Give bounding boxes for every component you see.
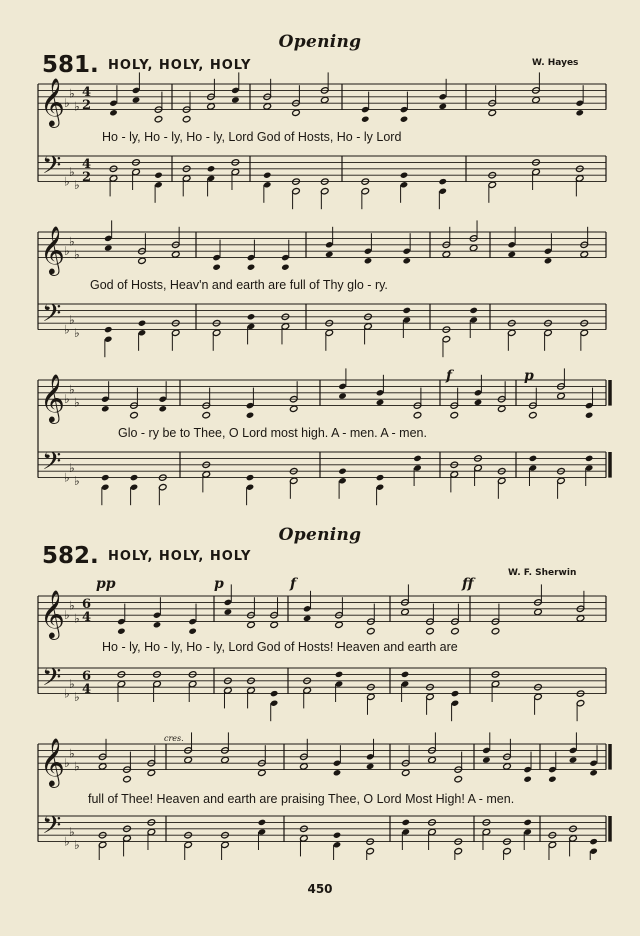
svg-text:6: 6 — [82, 597, 92, 612]
cres-marking-582: cres. — [164, 734, 184, 743]
svg-text:♭: ♭ — [74, 247, 80, 262]
composer-582: W. F. Sherwin — [508, 568, 577, 578]
svg-text:♭: ♭ — [69, 234, 75, 249]
music-notation-582 — [0, 520, 640, 860]
svg-text:4: 4 — [82, 682, 92, 697]
dynamic-f-582: f — [290, 576, 297, 592]
svg-text:♭: ♭ — [64, 470, 70, 485]
dynamic-pp-582: pp — [96, 576, 116, 592]
svg-text:4: 4 — [82, 157, 92, 172]
svg-text:♭: ♭ — [64, 244, 70, 259]
svg-text:𝄢: 𝄢 — [42, 151, 62, 186]
svg-text:♭: ♭ — [64, 96, 70, 111]
svg-text:♭: ♭ — [74, 689, 80, 704]
svg-text:♭: ♭ — [64, 392, 70, 407]
svg-text:♭: ♭ — [69, 825, 75, 839]
svg-text:♭: ♭ — [69, 313, 75, 327]
svg-text:𝄢: 𝄢 — [42, 447, 62, 482]
svg-text:2: 2 — [82, 170, 92, 185]
svg-text:♭: ♭ — [74, 99, 80, 114]
svg-text:♭: ♭ — [74, 759, 80, 774]
dynamic-p-582: p — [214, 576, 224, 592]
svg-text:♭: ♭ — [74, 395, 80, 410]
svg-text:♭: ♭ — [74, 325, 80, 340]
svg-text:𝄞: 𝄞 — [40, 589, 65, 638]
hymn-title-581: HOLY, HOLY, HOLY — [108, 58, 252, 73]
svg-text:𝄞: 𝄞 — [40, 373, 65, 422]
svg-text:♭: ♭ — [64, 834, 70, 849]
svg-text:4: 4 — [82, 610, 92, 625]
lyric-line-582-1: Ho - ly, Ho - ly, Ho - ly, Lord God of Hosts! Heaven and earth are — [102, 640, 458, 654]
svg-text:𝄢: 𝄢 — [42, 299, 62, 334]
svg-text:2: 2 — [82, 98, 92, 113]
svg-text:6: 6 — [82, 669, 92, 684]
dynamic-ff-582: ff — [462, 576, 474, 592]
svg-text:𝄞: 𝄞 — [40, 737, 65, 786]
svg-text:♭: ♭ — [64, 174, 70, 189]
svg-text:♭: ♭ — [64, 608, 70, 623]
svg-text:♭: ♭ — [74, 177, 80, 192]
svg-text:𝄢: 𝄢 — [42, 663, 62, 698]
svg-text:♭: ♭ — [69, 461, 75, 475]
svg-text:♭: ♭ — [64, 322, 70, 337]
hymn-title-582: HOLY, HOLY, HOLY — [108, 549, 252, 564]
lyric-line-582-2: full of Thee! Heaven and earth are praising Thee, O Lord Most High! A - men. — [88, 792, 515, 806]
svg-text:♭: ♭ — [74, 473, 80, 488]
svg-text:4: 4 — [82, 85, 92, 100]
lyric-line-581-2: God of Hosts, Heav'n and earth are full of Thy glo - ry. — [90, 278, 388, 292]
section-heading-582: Opening — [278, 525, 362, 545]
svg-text:𝄞: 𝄞 — [40, 77, 65, 126]
svg-text:♭: ♭ — [74, 611, 80, 626]
svg-text:♭: ♭ — [64, 686, 70, 701]
svg-text:♭: ♭ — [69, 677, 75, 691]
svg-text:♭: ♭ — [69, 598, 75, 613]
svg-text:♭: ♭ — [74, 837, 80, 852]
lyric-line-581-3: Glo - ry be to Thee, O Lord most high. A - men. A - men. — [118, 426, 427, 440]
page-number: 450 — [307, 882, 333, 896]
svg-text:♭: ♭ — [69, 746, 75, 761]
lyric-line-581-1: Ho - ly, Ho - ly, Ho - ly, Lord God of Hosts, Ho - ly Lord — [102, 130, 402, 144]
section-heading-581: Opening — [278, 32, 362, 52]
dynamic-p-581: p — [524, 368, 534, 384]
svg-text:𝄢: 𝄢 — [42, 811, 62, 846]
svg-text:♭: ♭ — [69, 165, 75, 179]
hymn-number-582: 582. — [42, 543, 99, 569]
dynamic-f-581: f — [446, 368, 453, 384]
hymn-number-581: 581. — [42, 52, 99, 78]
svg-text:♭: ♭ — [69, 382, 75, 397]
svg-text:♭: ♭ — [64, 756, 70, 771]
svg-text:♭: ♭ — [69, 86, 75, 101]
svg-text:𝄞: 𝄞 — [40, 225, 65, 274]
composer-581: W. Hayes — [532, 58, 579, 68]
